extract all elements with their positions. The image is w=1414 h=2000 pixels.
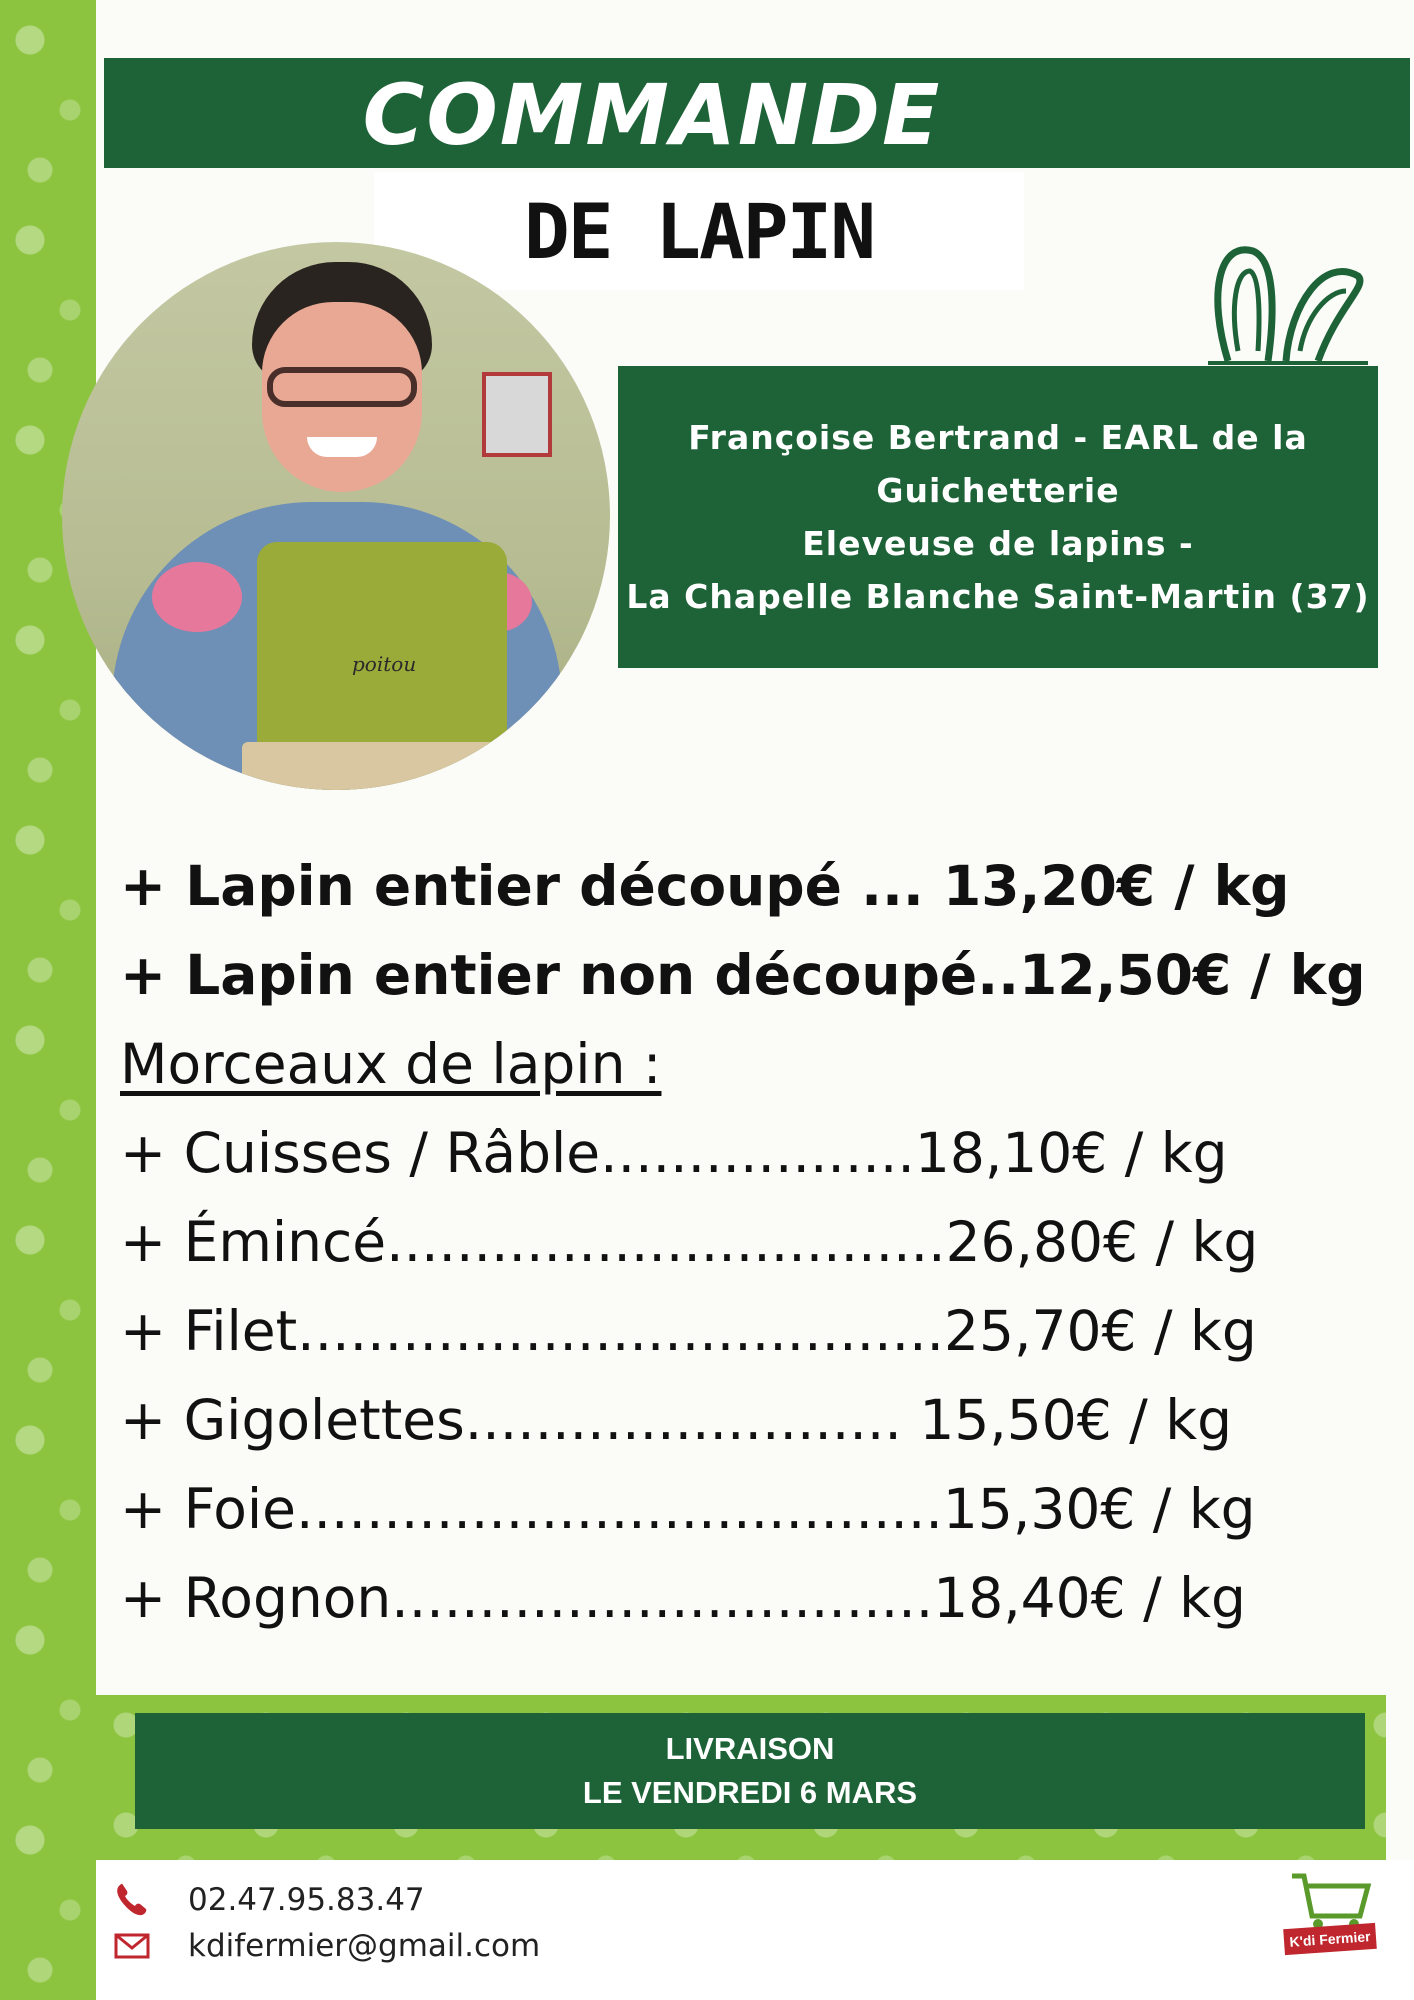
producer-line: Guichetterie (876, 471, 1120, 510)
producer-info-box (618, 366, 1378, 668)
price-item: + Lapin entier non découpé..12,50€ / kg (120, 943, 1366, 1007)
producer-photo (62, 242, 610, 790)
price-item: + Filet.....................................25,70€ / kg (120, 1299, 1257, 1363)
price-item: + Gigolettes......................... 15,50€ / kg (120, 1388, 1233, 1452)
email-address: kdifermier@gmail.com (188, 1928, 541, 1964)
page-title: COMMANDE (362, 66, 942, 164)
page-subtitle: DE LAPIN (374, 172, 1024, 290)
email-contact[interactable] (112, 1926, 540, 1966)
left-pattern-strip (0, 0, 96, 2000)
phone-contact[interactable] (112, 1880, 425, 1920)
producer-line: La Chapelle Blanche Saint-Martin (37) (626, 577, 1370, 616)
price-item: + Foie.....................................15,30€ / kg (120, 1477, 1256, 1541)
mail-icon (112, 1926, 152, 1966)
brand-logo: K'di Fermier (1283, 1923, 1377, 1955)
price-item: + Émincé................................26,80€ / kg (120, 1210, 1259, 1274)
apron-text: poitou (352, 652, 417, 676)
phone-number: 02.47.95.83.47 (188, 1882, 425, 1918)
price-item: + Cuisses / Râble..................18,10€ / kg (120, 1121, 1228, 1185)
producer-line: Françoise Bertrand - EARL de la (688, 418, 1308, 457)
price-item: + Rognon...............................18,40€ / kg (120, 1566, 1246, 1630)
price-item: + Lapin entier découpé ... 13,20€ / kg (120, 854, 1290, 918)
delivery-banner (135, 1713, 1365, 1829)
price-list (120, 842, 1380, 1643)
delivery-line: LIVRAISON (665, 1731, 835, 1766)
producer-line: Eleveuse de lapins - (802, 524, 1194, 563)
delivery-date: LE VENDREDI 6 MARS (582, 1775, 918, 1810)
phone-icon (112, 1880, 152, 1920)
rabbit-ears-icon (1208, 236, 1368, 366)
pieces-heading: Morceaux de lapin : (120, 1032, 662, 1096)
